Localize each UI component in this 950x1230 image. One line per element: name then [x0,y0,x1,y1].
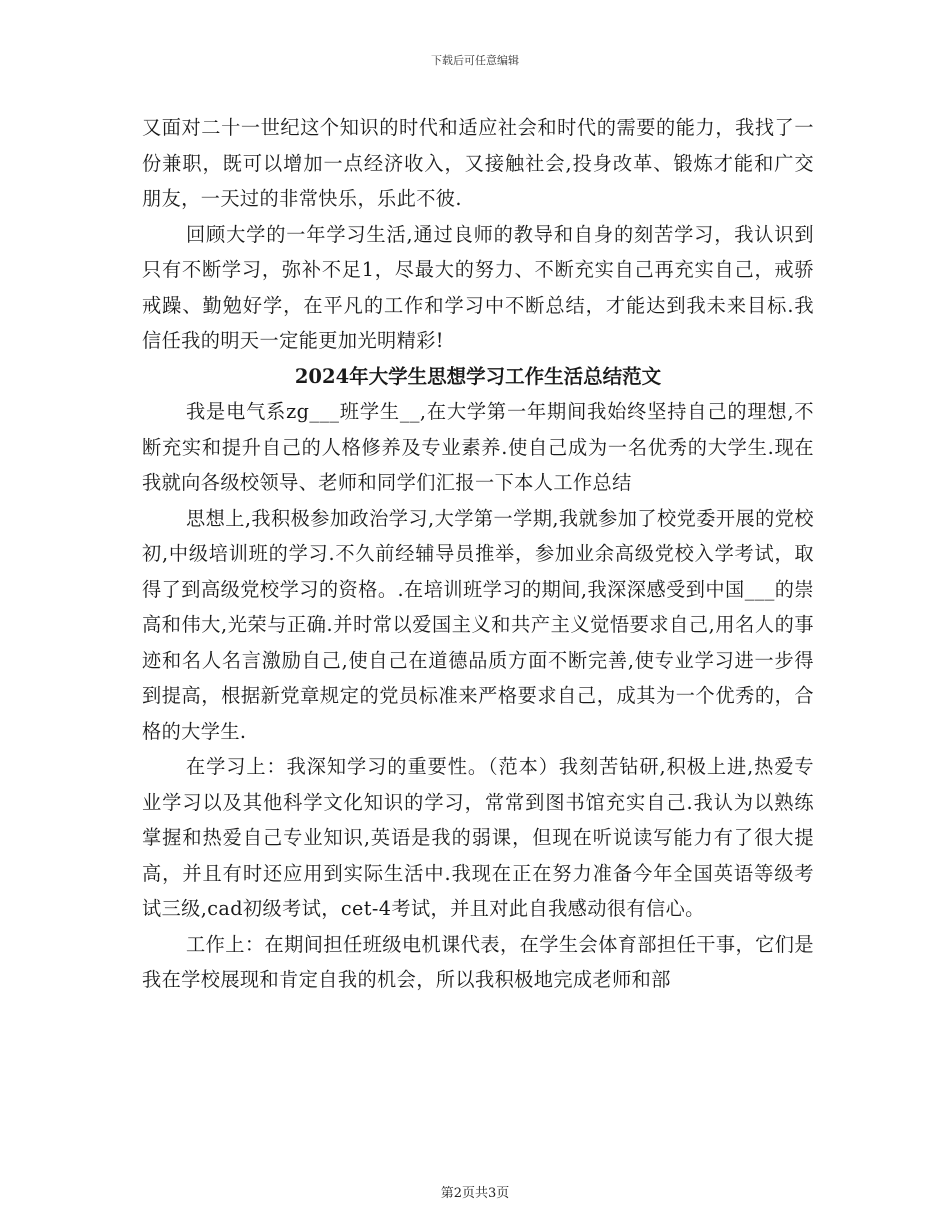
document-title: 2024年大学生思想学习工作生活总结范文 [294,364,662,388]
page-number: 第2页共3页 [440,1186,510,1201]
document-body [142,110,814,998]
paragraph-work: 工作上：在期间担任班级电机课代表，在学生会体育部担任干事，它们是我在学校展现和肯定自我的机会，所以我积极地完成老师和部 [142,932,814,991]
paragraph-continuation: 又面对二十一世纪这个知识的时代和适应社会和时代的需要的能力，我找了一份兼职，既可以增加一点经济收入，又接触社会,投身改革、锻炼才能和广交朋友，一天过的非常快乐，乐此不彼. [142,116,814,210]
paragraph-study: 在学习上：我深知学习的重要性。（范本）我刻苦钻研,积极上进,热爱专业学习以及其他科学文化知识的学习，常常到图书馆充实自己.我认为以熟练掌握和热爱自己专业知识,英语是我的弱课，但现在听说读写能力有了很大提高，并且有时还应用到实际生活中.我现在正在努力准备今年全国英语等级考试三级,cad初级考试，cet-4考试，并且对此自我感动很有信心。 [142,755,814,920]
paragraph-review: 回顾大学的一年学习生活,通过良师的教导和自身的刻苦学习，我认识到只有不断学习，弥补不足1，尽最大的努力、不断充实自己再充实自己，戒骄戒躁、勤勉好学，在平凡的工作和学习中不断总结，才能达到我未来目标.我信任我的明天一定能更加光明精彩! [142,222,814,352]
paragraph-thought: 思想上,我积极参加政治学习,大学第一学期,我就参加了校党委开展的党校初,中级培训班的学习.不久前经辅导员推举，参加业余高级党校入学考试，取得了到高级党校学习的资格。.在培训班学习的期间,我深深感受到中国___的崇高和伟大,光荣与正确.并时常以爱国主义和共产主义觉悟要求自己,用名人的事迹和名人名言激励自己,使自己在道德品质方面不断完善,使专业学习进一步得到提高，根据新党章规定的党员标准来严格要求自己，成其为一个优秀的，合格的大学生. [142,506,814,743]
header-note: 下载后可任意编辑 [431,54,519,67]
paragraph-intro: 我是电气系zg___班学生__,在大学第一年期间我始终坚持自己的理想,不断充实和提升自己的人格修养及专业素养.使自己成为一名优秀的大学生.现在我就向各级校领导、老师和同学们汇报一下本人工作总结 [142,400,814,494]
